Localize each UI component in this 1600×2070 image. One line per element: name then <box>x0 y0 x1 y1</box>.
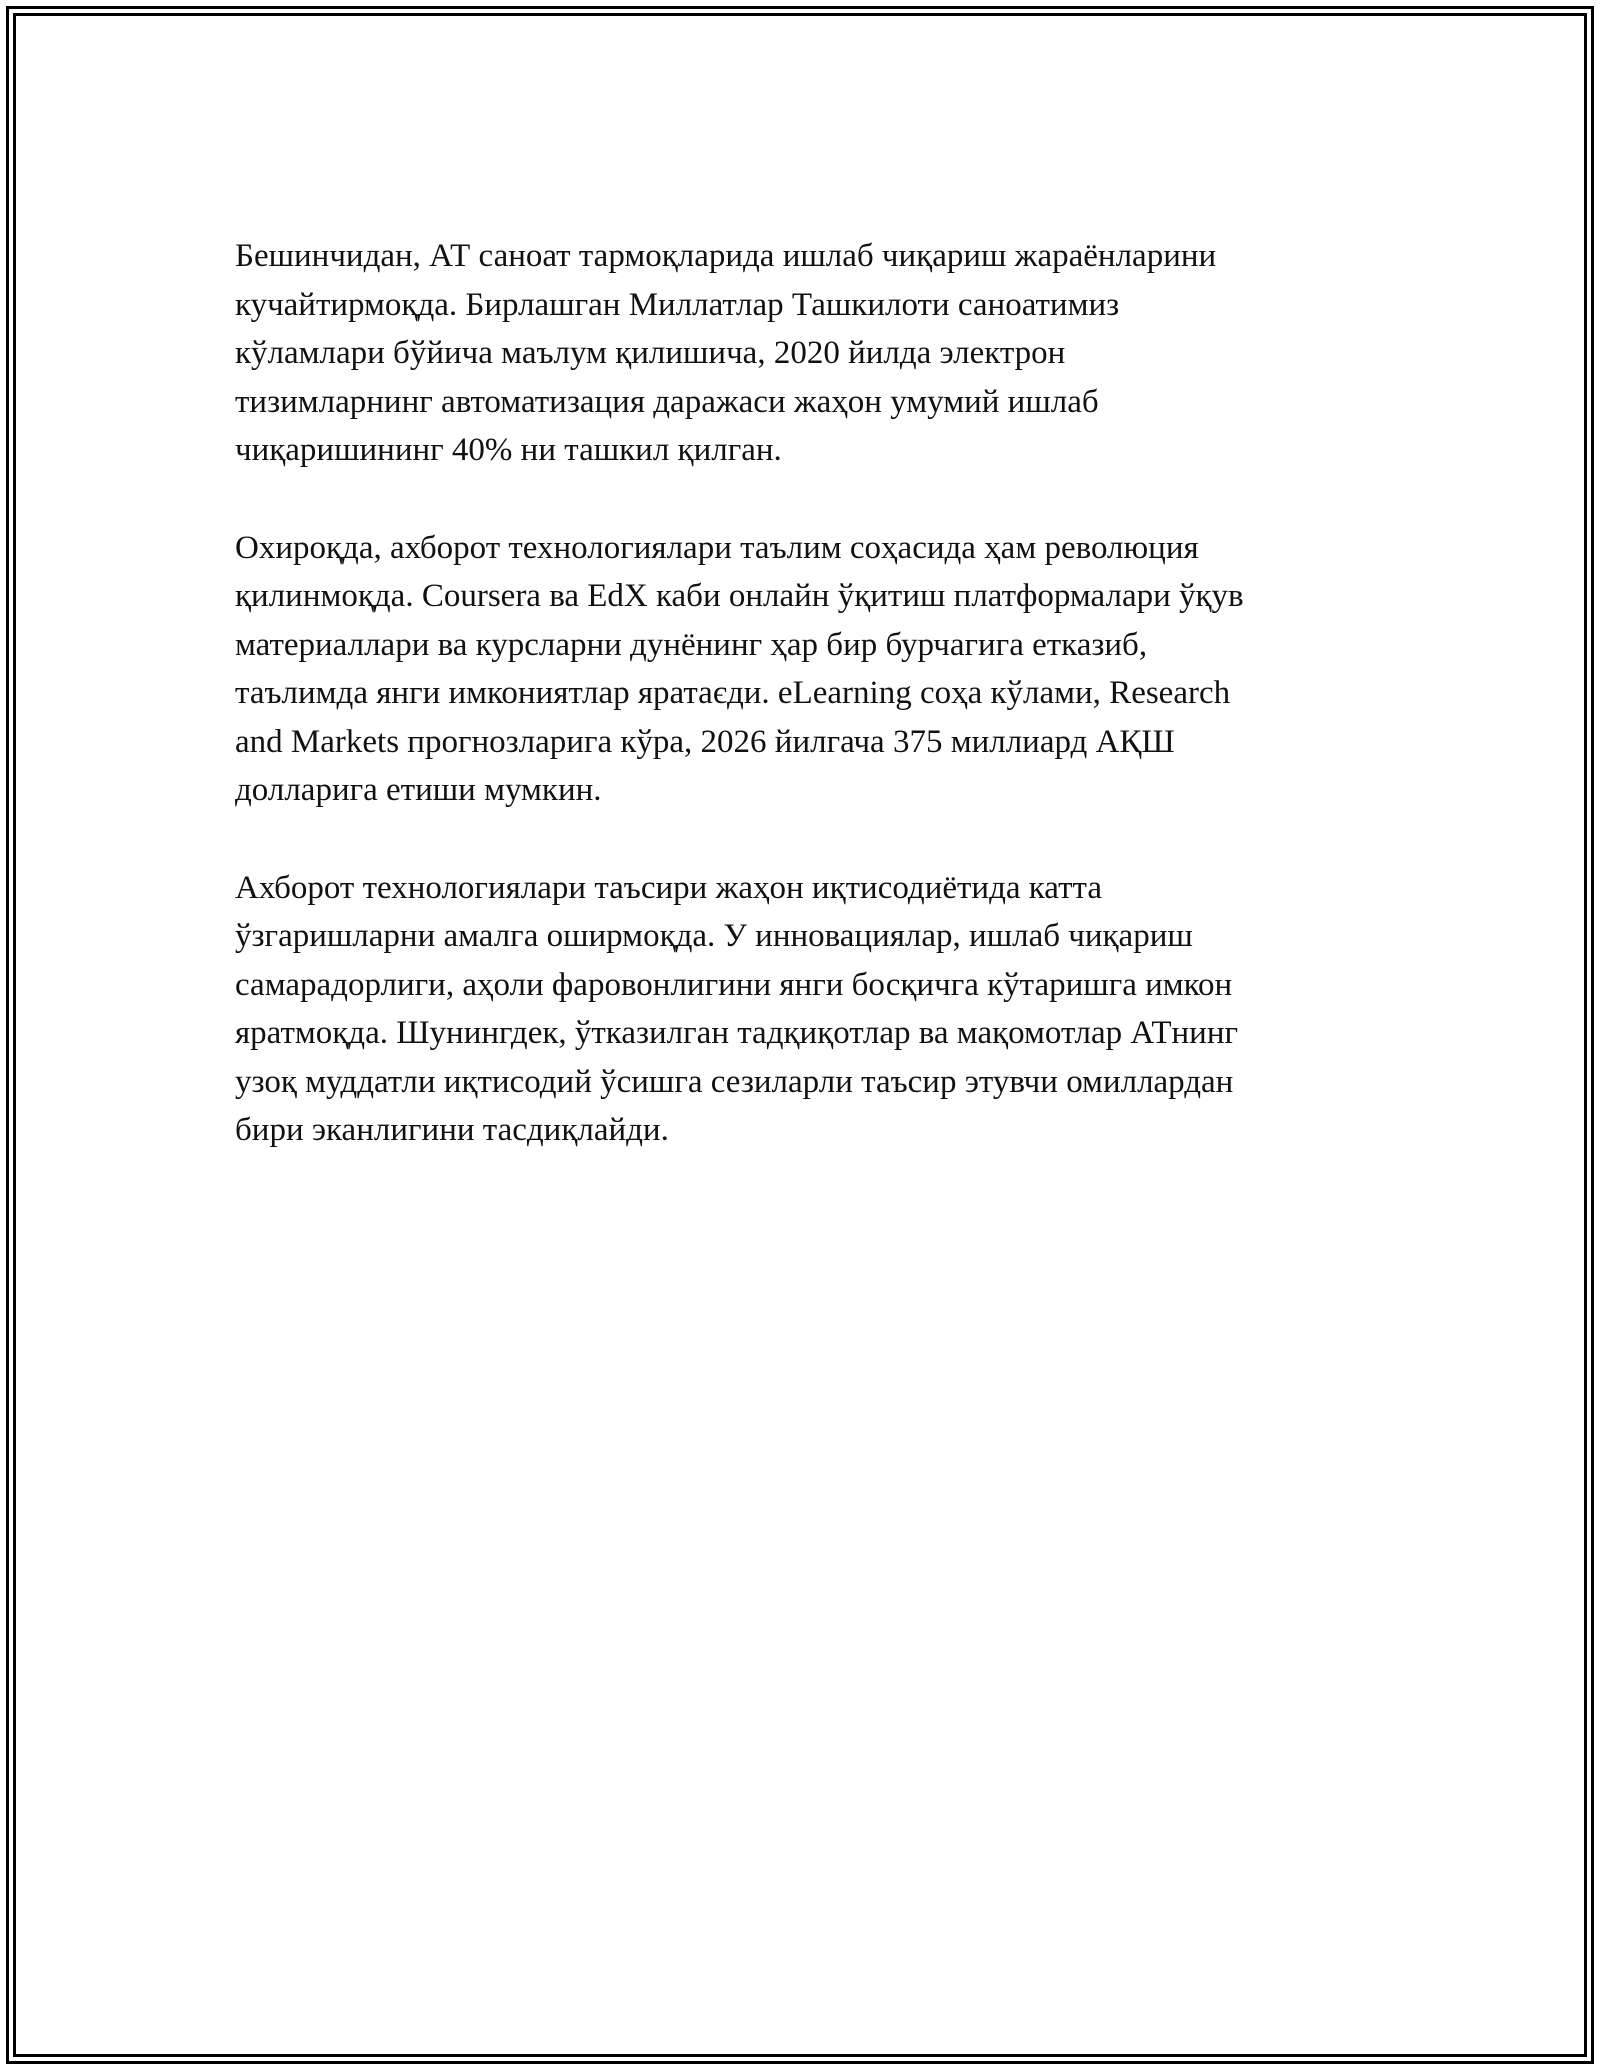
text-line: қилинмоқда. Coursera ва EdX каби онлайн ўқитиш платформалари ўқув <box>235 578 1244 614</box>
text-line: кучайтирмоқда. Бирлашган Миллатлар Ташкилоти саноатимиз <box>235 286 1120 323</box>
document-body <box>235 232 1365 1204</box>
paragraph-2 <box>235 524 1365 815</box>
text-line: узоқ муддатли иқтисодий ўсишга сезиларли таъсир этувчи омиллардан <box>235 1063 1234 1100</box>
text-line: Ахборот технологиялари таъсири жаҳон иқтисодиётида катта <box>235 869 1102 906</box>
text-line: самарадорлиги, аҳоли фаровонлигини янги босқичга кўтаришга имкон <box>235 966 1233 1003</box>
text-line: ўзгаришларни амалга оширмоқда. У инновациялар, ишлаб чиқариш <box>235 918 1193 954</box>
text-line: таълимда янги имкониятлар яратаєди. eLearning соҳа кўлами, Research <box>235 675 1231 711</box>
text-line: материаллари ва курсларни дунёнинг ҳар бир бурчагига етказиб, <box>235 626 1148 663</box>
text-line: долларига етиши мумкин. <box>235 772 602 808</box>
text-line: Охироқда, ахборот технологиялари таълим соҳасида ҳам революция <box>235 529 1199 566</box>
text-line: чиқаришининг 40% ни ташкил қилган. <box>235 432 782 468</box>
text-line: бири эканлигини тасдиқлайди. <box>235 1112 669 1148</box>
text-line: кўламлари бўйича маълум қилишича, 2020 йилда электрон <box>235 335 1066 371</box>
text-line: Бешинчидан, АТ саноат тармоқларида ишлаб чиқариш жараёнларини <box>235 238 1217 274</box>
text-line: яратмоқда. Шунингдек, ўтказилган тадқиқотлар ва мақомотлар АТнинг <box>235 1015 1239 1051</box>
paragraph-3 <box>235 864 1365 1155</box>
paragraph-1 <box>235 232 1365 475</box>
text-line: and Markets прогнозларига кўра, 2026 йилгача 375 миллиард АҚШ <box>235 723 1175 760</box>
text-line: тизимларнинг автоматизация даражаси жаҳон умумий ишлаб <box>235 383 1099 420</box>
